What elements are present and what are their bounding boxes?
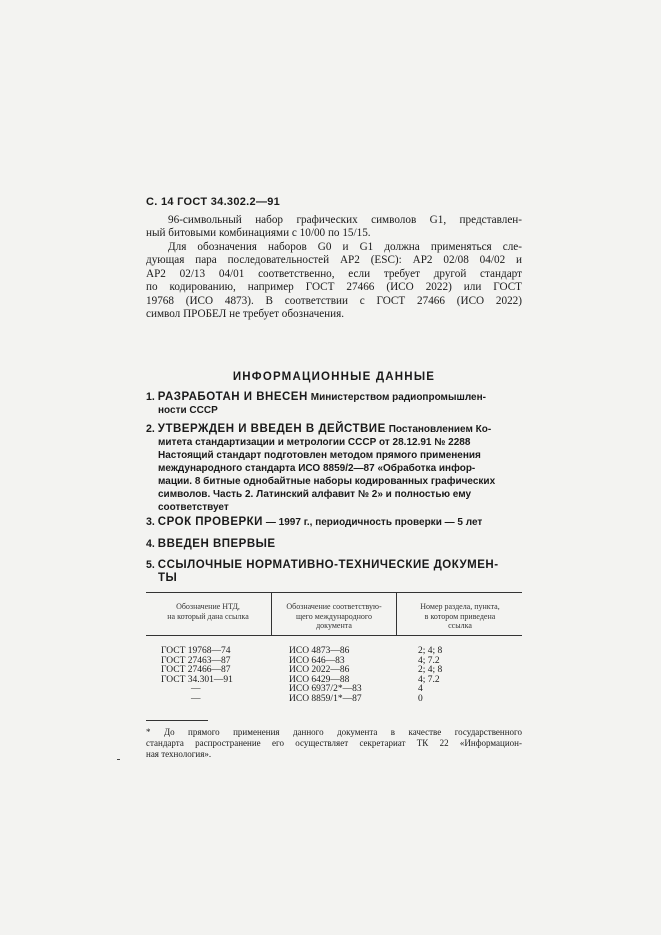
table-header-cell	[271, 593, 396, 635]
header-line: документа	[316, 621, 352, 630]
info-item-4	[146, 538, 522, 551]
info-item-5	[146, 559, 522, 585]
header-line: в котором приведена	[424, 611, 496, 621]
paragraph-line: дующая пара последовательностей АР2 (ESC): АР2 02/08 04/02 и	[146, 254, 522, 267]
table-cell: 4	[418, 684, 423, 695]
table-cell: —	[191, 693, 201, 704]
header-line: ссылка	[448, 621, 472, 630]
paragraph-line: Для обозначения наборов G0 и G1 должна применяться сле-	[168, 241, 522, 253]
header-line: на который дана ссылка	[167, 611, 249, 621]
table-cell: ГОСТ 27463—87	[161, 655, 231, 666]
header-line: Обозначение соответствую-	[286, 602, 382, 611]
table-cell: —	[191, 684, 201, 695]
item-text: Постановлением Ко-	[388, 424, 492, 435]
item-heading: СРОК ПРОВЕРКИ	[157, 516, 263, 528]
item-number: 2.	[146, 423, 155, 435]
table-cell: ИСО 646—83	[289, 655, 345, 666]
table-cell: ИСО 6429—88	[289, 674, 350, 685]
table-header	[146, 593, 522, 636]
info-item-2	[146, 423, 522, 514]
paragraph-line: символ ПРОБЕЛ не требует обозначения.	[146, 308, 345, 321]
item-line: соответствует	[158, 502, 229, 513]
table-cell: 2; 4; 8	[418, 646, 443, 656]
item-line: ности СССР	[158, 405, 218, 416]
table-body	[146, 636, 522, 716]
item-heading: ВВЕДЕН ВПЕРВЫЕ	[157, 538, 276, 550]
paragraph-line: по кодированию, например ГОСТ 27466 (ИСО 2022) или ГОСТ	[146, 281, 522, 294]
table-header-cell	[396, 593, 523, 635]
footnote-line: ная технология».	[146, 749, 212, 759]
item-line: митета стандартизации и метрологии СССР от 28.12.91 № 2288	[158, 437, 471, 448]
item-heading: РАЗРАБОТАН И ВНЕСЕН	[157, 391, 308, 403]
paragraph-line: АР2 02/13 04/01 соответственно, если требует другой стандарт	[146, 267, 522, 280]
paragraph-line: 96-символьный набор графических символов G1, представлен-	[168, 214, 522, 226]
footnote-line: * До прямого применения данного документа в качестве государственного	[146, 727, 522, 737]
table-column-gost	[161, 647, 233, 705]
item-line: мации. 8 битные однобайтные наборы кодированных графических	[158, 476, 496, 487]
page-header: С. 14 ГОСТ 34.302.2—91	[146, 196, 281, 208]
table-cell: ИСО 4873—86	[289, 646, 350, 656]
table-cell: ИСО 6937/2*—83	[289, 684, 362, 695]
table-cell: ГОСТ 34.301—91	[161, 674, 233, 685]
table-header-cell	[146, 602, 270, 621]
table-cell: ИСО 2022—86	[289, 665, 350, 676]
table-cell: 4; 7.2	[418, 674, 440, 685]
item-number: 3.	[146, 516, 155, 528]
scan-speck	[117, 759, 120, 760]
item-text: — 1997 г., периодичность проверки — 5 лет	[265, 517, 483, 528]
paragraph-g1-set	[146, 214, 522, 241]
reference-documents-table	[146, 592, 522, 716]
footnote-line: стандарта распространение его осуществляет секретариат ТК 22 «Информацион-	[146, 738, 522, 748]
item-line: Настоящий стандарт подготовлен методом прямого применения	[158, 450, 481, 461]
item-line: международного стандарта ИСО 8859/2—87 «Обработка инфор-	[158, 463, 476, 474]
section-title: ИНФОРМАЦИОННЫЕ ДАННЫЕ	[232, 371, 436, 383]
header-line: Номер раздела, пункта,	[420, 602, 500, 611]
item-number: 1.	[146, 391, 155, 403]
info-item-1	[146, 391, 522, 417]
item-number: 4.	[146, 538, 155, 550]
item-heading: ССЫЛОЧНЫЕ НОРМАТИВНО-ТЕХНИЧЕСКИЕ ДОКУМЕН-	[157, 559, 499, 571]
table-cell: 4; 7.2	[418, 655, 440, 666]
table-cell: 2; 4; 8	[418, 665, 443, 676]
header-line: щего международного	[295, 611, 373, 621]
table-cell: ГОСТ 27466—87	[161, 665, 231, 676]
item-line: символов. Часть 2. Латинский алфавит № 2» и полностью ему	[158, 489, 472, 500]
item-heading: УТВЕРЖДЕН И ВВЕДЕН В ДЕЙСТВИЕ	[157, 423, 386, 435]
paragraph-designation	[146, 241, 522, 321]
item-text: Министерством радиопромышлен-	[310, 392, 486, 403]
item-number: 5.	[146, 559, 155, 571]
table-cell: ИСО 8859/1*—87	[289, 693, 362, 704]
footnote-rule	[146, 720, 208, 721]
footnote	[146, 727, 522, 760]
table-cell: 0	[418, 693, 423, 704]
paragraph-line: ный битовыми комбинациями с 10/00 по 15/15.	[146, 227, 371, 240]
item-line: ТЫ	[158, 572, 178, 584]
table-cell: ГОСТ 19768—74	[161, 646, 231, 656]
table-column-iso	[289, 647, 362, 705]
info-item-3	[146, 516, 522, 529]
header-line: Обозначение НТД,	[176, 602, 240, 611]
table-column-section	[418, 647, 442, 705]
paragraph-line: 19768 (ИСО 4873). В соответствии с ГОСТ 27466 (ИСО 2022)	[146, 294, 522, 307]
